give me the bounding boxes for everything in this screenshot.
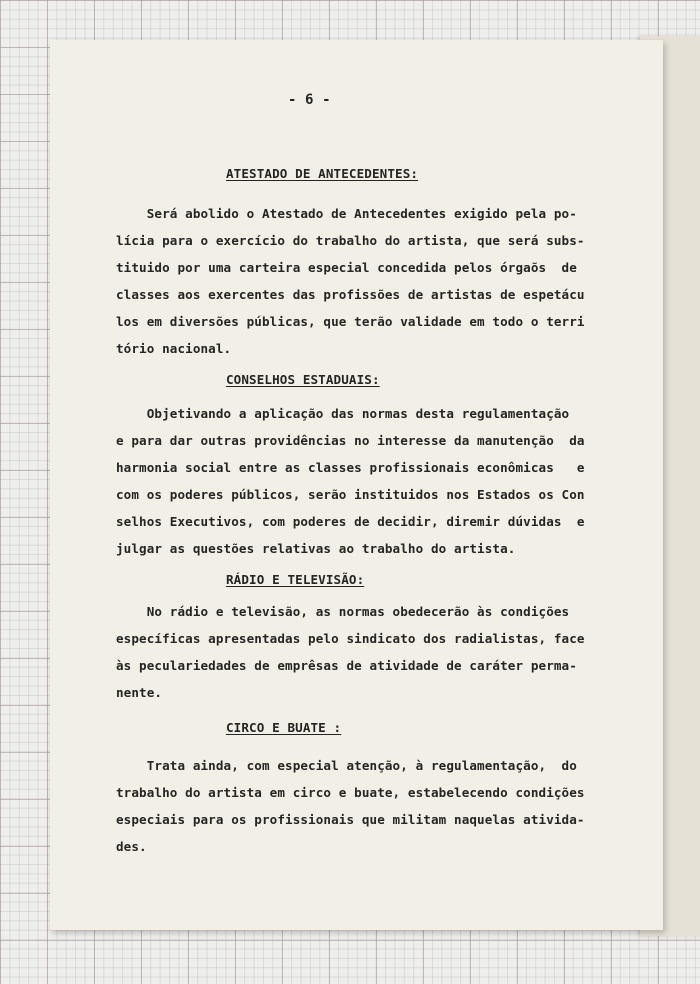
body-line: lícia para o exercício do trabalho do artista, que será subs- (116, 233, 585, 248)
body-line: e para dar outras providências no interesse da manutenção da (116, 433, 585, 448)
section-heading-circo: CIRCO E BUATE : (226, 720, 342, 735)
body-line: Trata ainda, com especial atenção, à regulamentação, do (116, 758, 577, 773)
body-line: com os poderes públicos, serão instituidos nos Estados os Con (116, 487, 585, 502)
page-number: - 6 - (288, 92, 331, 108)
section-body-circo (116, 752, 586, 860)
body-line: especiais para os profissionais que militam naquelas ativida- (116, 812, 585, 827)
body-line: classes aos exercentes das profissões de artistas de espetácu (116, 287, 585, 302)
body-line: tituido por uma carteira especial concedida pelos órgaõs de (116, 260, 577, 275)
section-heading-radio: RÁDIO E TELEVISÃO: (226, 572, 365, 587)
section-heading-conselhos: CONSELHOS ESTADUAIS: (226, 372, 380, 387)
body-line: Será abolido o Atestado de Antecedentes exigido pela po- (116, 206, 577, 221)
body-line: selhos Executivos, com poderes de decidir, diremir dúvidas e (116, 514, 585, 529)
body-line: tório nacional. (116, 341, 232, 356)
body-line: des. (116, 839, 147, 854)
section-body-atestado (116, 200, 586, 362)
section-body-conselhos (116, 400, 586, 562)
document-page (50, 40, 663, 930)
body-line: trabalho do artista em circo e buate, estabelecendo condições (116, 785, 585, 800)
body-line: específicas apresentadas pelo sindicato dos radialistas, face (116, 631, 585, 646)
body-line: julgar as questões relativas ao trabalho do artista. (116, 541, 516, 556)
body-line: nente. (116, 685, 163, 700)
section-heading-atestado: ATESTADO DE ANTECEDENTES: (226, 166, 419, 181)
body-line: às peculariedades de emprêsas de atividade de caráter perma- (116, 658, 577, 673)
body-line: los em diversões públicas, que terão validade em todo o terri (116, 314, 585, 329)
section-body-radio (116, 598, 586, 706)
body-line: No rádio e televisão, as normas obedecerão às condições (116, 604, 570, 619)
body-line: harmonia social entre as classes profissionais econômicas e (116, 460, 585, 475)
body-line: Objetivando a aplicação das normas desta regulamentação (116, 406, 570, 421)
